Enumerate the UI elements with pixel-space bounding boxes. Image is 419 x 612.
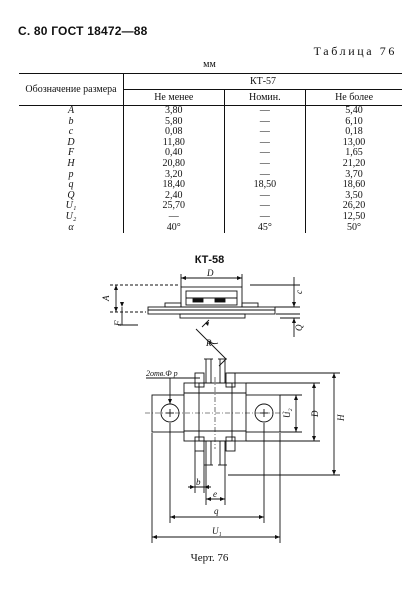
label-b: b (196, 477, 201, 487)
label-e: e (213, 489, 217, 499)
table-row (19, 212, 402, 223)
group-header: КТ-57 (124, 74, 403, 90)
cell-max: 6,10 (345, 115, 363, 127)
cell-symbol: Q (19, 191, 124, 202)
cell-nom: — (224, 148, 306, 159)
cell-max: 18,60 (342, 179, 366, 191)
label-d-top: D (207, 268, 214, 278)
cell-min: 11,80 (124, 138, 225, 149)
sub-header-min: Не менее (124, 90, 225, 106)
table-label: Таблица 76 (313, 44, 397, 58)
plan-view (145, 359, 290, 465)
cell-nom: — (224, 127, 306, 138)
table-row (19, 223, 402, 234)
technical-drawing (0, 265, 419, 552)
label-holes: 2отв.Ф р (146, 369, 178, 378)
cell-nom: 45° (224, 223, 306, 234)
cell-max: 26,20 (342, 200, 366, 212)
drawing-title: КТ-58 (194, 254, 225, 266)
table-body (19, 106, 402, 234)
cell-max: 0,18 (345, 126, 363, 138)
cell-symbol: U₁ (19, 201, 124, 212)
cell-min: 25,70 (124, 201, 225, 212)
cell-min: — (124, 212, 225, 223)
label-q-side: Q (294, 324, 304, 331)
cell-nom: — (224, 117, 306, 128)
cell-symbol: α (19, 223, 124, 234)
figure-caption: Черт. 76 (190, 552, 229, 564)
cell-min: 3,20 (124, 170, 225, 181)
cell-min: 0,40 (124, 148, 225, 159)
cell-symbol: c (19, 127, 124, 138)
cell-min: 20,80 (124, 159, 225, 170)
cell-max: 1,65 (345, 147, 363, 159)
cell-nom: — (224, 201, 306, 212)
cell-nom: 18,50 (224, 180, 306, 191)
cell-max: 12,50 (342, 210, 366, 222)
cell-max: 3,50 (345, 189, 363, 201)
cell-nom: — (224, 191, 306, 202)
cell-nom: — (224, 170, 306, 181)
label-r: R (206, 338, 212, 348)
cell-max: 5,40 (345, 105, 363, 116)
cell-symbol: p (19, 170, 124, 181)
unit-label: мм (203, 59, 216, 70)
label-f: F (113, 320, 123, 326)
label-u1: U₁ (212, 526, 222, 536)
cell-symbol: b (19, 117, 124, 128)
cell-min: 5,80 (124, 117, 225, 128)
cell-nom: — (224, 159, 306, 170)
label-c: c (294, 290, 304, 294)
cell-symbol: q (19, 180, 124, 191)
sub-header-nom: Номин. (224, 90, 306, 106)
page-header: С. 80 ГОСТ 18472—88 (18, 24, 148, 38)
cell-symbol: H (19, 159, 124, 170)
label-d-plan: D (310, 410, 320, 417)
cell-symbol: F (19, 148, 124, 159)
cell-nom: — (224, 106, 306, 117)
label-q: q (214, 506, 219, 516)
cell-symbol: A (19, 106, 124, 117)
label-a: A (101, 295, 111, 301)
sub-header-max: Не более (306, 90, 402, 106)
label-u2: U₂ (282, 408, 292, 418)
cell-max: 21,20 (342, 157, 366, 169)
cell-min: 3,80 (124, 106, 225, 117)
cell-symbol: D (19, 138, 124, 149)
cell-min: 18,40 (124, 180, 225, 191)
cell-max: 13,00 (342, 136, 366, 148)
table-row (19, 159, 402, 170)
label-h: H (336, 414, 346, 421)
table-row (19, 106, 402, 117)
cell-nom: — (224, 138, 306, 149)
plan-dimensions (152, 373, 346, 543)
cell-max: 50° (347, 221, 362, 233)
cell-min: 2,40 (124, 191, 225, 202)
cell-nom: — (224, 212, 306, 223)
dimensions-table (19, 73, 402, 233)
cell-max: 3,70 (345, 168, 363, 180)
cell-symbol: U₂ (19, 212, 124, 223)
cell-min: 40° (124, 223, 225, 234)
cell-min: 0,08 (124, 127, 225, 138)
column-header-symbol: Обозначение размера (19, 74, 124, 106)
